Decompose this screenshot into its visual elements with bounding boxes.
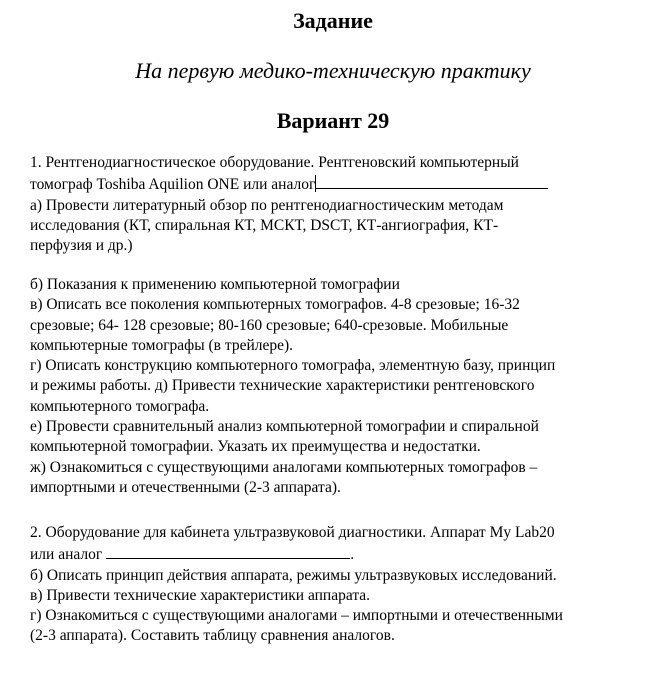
text-fragment: . <box>350 546 355 564</box>
text-line: г) Описать конструкцию компьютерного томографа, элементную базу, принцип <box>30 357 556 375</box>
text-line: 2. Оборудование для кабинета ультразвуковой диагностики. Аппарат My Lab20 <box>30 524 555 541</box>
text-line: компьютерного томографа. <box>30 397 210 415</box>
text-line: б) Описать принцип действия аппарата, режимы ультразвуковых исследований. <box>30 566 557 584</box>
text-line: (2-3 аппарата). Составить таблицу сравнения аналогов. <box>30 627 395 645</box>
page-title: Задание <box>293 8 373 33</box>
text-line-with-blank <box>30 173 662 195</box>
text-line: а) Провести литературный обзор по рентгенодиагностическим методам <box>30 196 504 214</box>
fill-in-blank[interactable] <box>316 173 548 189</box>
text-fragment: томограф Toshiba Aquilion ONE или аналог <box>30 176 316 194</box>
variant-heading: Вариант 29 <box>276 108 390 133</box>
text-line: ж) Ознакомиться с существующими аналогами компьютерных томографов – <box>30 458 538 476</box>
text-fragment: или аналог <box>30 546 103 564</box>
text-line: импортными и отечественными (2-3 аппарата). <box>30 478 341 496</box>
text-line: и режимы работы. д) Привести технические характеристики рентгеновского <box>30 377 535 395</box>
text-line: срезовые; 64- 128 срезовые; 80-160 срезовые; 640-срезовые. Мобильные <box>30 316 509 334</box>
text-line: компьютерные томографы (в трейлере). <box>30 336 294 354</box>
text-line-with-blank <box>30 543 662 565</box>
text-line: компьютерной томографии. Указать их преимущества и недостатки. <box>30 438 481 456</box>
section-1-ct <box>30 153 662 256</box>
text-line: б) Показания к применению компьютерной томографии <box>30 276 400 293</box>
page-subtitle: На первую медико-техническую практику <box>135 58 531 83</box>
text-line: исследования (КТ, спиральная КТ, МСКТ, DSCT, КТ-ангиография, КТ- <box>30 216 499 234</box>
section-2-ultrasound <box>30 523 662 647</box>
section-1-tasks <box>30 275 662 498</box>
text-line: е) Провести сравнительный анализ компьютерной томографии и спиральной <box>30 418 539 436</box>
text-line: в) Привести технические характеристики аппарата. <box>30 586 371 604</box>
text-line: перфузия и др.) <box>30 237 133 255</box>
text-line: г) Ознакомиться с существующими аналогами – импортными и отечественными <box>30 607 563 625</box>
text-line: 1. Рентгенодиагностическое оборудование. Рентгеновский компьютерный <box>30 154 519 171</box>
fill-in-blank[interactable] <box>106 543 350 559</box>
text-line: в) Описать все поколения компьютерных томографов. 4-8 срезовые; 16-32 <box>30 296 520 314</box>
